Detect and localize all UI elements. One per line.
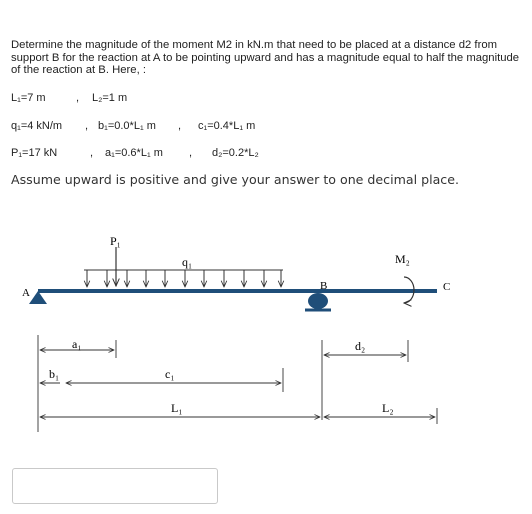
param-c1: c₁=0.4*L₁ m (198, 120, 256, 132)
param-L1: L₁=7 m (11, 92, 46, 104)
param-sep: , (85, 120, 89, 132)
param-q1: q₁=4 kN/m (11, 120, 63, 132)
label-m2: M₂ (395, 252, 410, 266)
roller-support-b (305, 293, 331, 310)
beam-diagram (0, 222, 532, 432)
dim-b1: b₁ (49, 367, 60, 381)
label-q1: q₁ (182, 255, 193, 269)
dim-L1: L₁ (171, 401, 183, 415)
param-L2: L₂=1 m (92, 92, 128, 104)
param-sep: , (76, 92, 80, 104)
param-d2: d₂=0.2*L₂ (212, 147, 259, 159)
param-sep: , (189, 147, 193, 159)
param-a1: a₁=0.6*L₁ m (105, 147, 163, 159)
dim-a1: a₁ (72, 337, 82, 351)
label-c: C (443, 281, 451, 293)
dim-d2: d₂ (355, 339, 366, 353)
label-p1: P₁ (110, 234, 121, 248)
dimension-lines (38, 335, 437, 432)
answer-input[interactable] (12, 468, 218, 504)
dim-c1: c₁ (165, 367, 175, 381)
param-sep: , (178, 120, 182, 132)
param-b1: b₁=0.0*L₁ m (98, 120, 156, 132)
label-b: B (320, 280, 328, 292)
dim-L2: L₂ (382, 401, 394, 415)
problem-statement: Determine the magnitude of the moment M2 in kN.m that need to be placed at a distance d2 from support B for the reaction at A to be pointing upward and has a magnitude equal to half the magnitude of the reaction at B. Here, : (11, 39, 520, 77)
param-P1: P₁=17 kN (11, 147, 58, 159)
label-a: A (22, 287, 30, 299)
distributed-load-q1 (84, 270, 283, 287)
instruction: Assume upward is positive and give your answer to one decimal place. (11, 172, 459, 187)
param-sep: , (90, 147, 94, 159)
